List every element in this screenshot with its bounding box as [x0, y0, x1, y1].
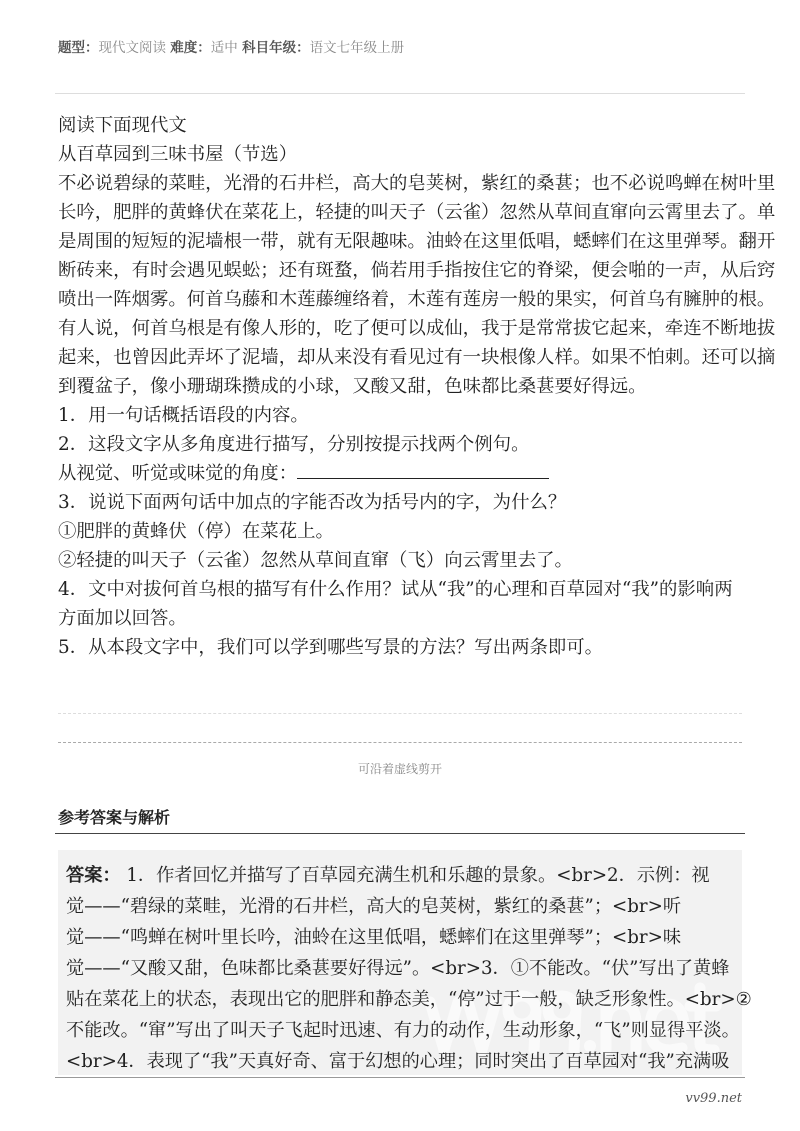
type-label: 题型：: [58, 40, 99, 56]
grade-value: 语文七年级上册: [309, 40, 405, 56]
answer-line: 觉——“又酸又甜，色味都比桑葚要好得远”。<br>3．①不能改。“伏”写出了黄蜂: [66, 958, 730, 979]
question-1: 1．用一句话概括语段的内容。: [58, 405, 309, 426]
cut-hint: 可沿着虚线剪开: [357, 762, 442, 776]
answer-heading: 参考答案与解析: [58, 808, 171, 827]
grade-label: 科目年级：: [242, 40, 310, 56]
passage-line: 不必说碧绿的菜畦，光滑的石井栏，高大的皂荚树，紫红的桑葚；也不必说鸣蝉在树叶里: [58, 173, 776, 194]
passage-line: 有人说，何首乌根是有像人形的，吃了便可以成仙，我于是常常拔它起来，牵连不断地拔: [58, 318, 776, 339]
question-2: 2．这段文字从多角度进行描写，分别按提示找两个例句。: [58, 434, 530, 455]
answer-text: [66, 860, 752, 1077]
question-5: 5．从本段文字中，我们可以学到哪些写景的方法？写出两条即可。: [58, 637, 604, 658]
passage-line: 断砖来，有时会遇见蜈蚣；还有斑蝥，倘若用手指按住它的脊梁，便会啪的一声，从后窍: [58, 260, 776, 281]
passage-line: 起来，也曾因此弄坏了泥墙，却从来没有看见过有一块根像人样。如果不怕刺。还可以摘: [58, 347, 776, 368]
cut-line: [58, 742, 742, 743]
passage-line: 喷出一阵烟雾。何首乌藤和木莲藤缠络着，木莲有莲房一般的果实，何首乌有臃肿的根。: [58, 289, 776, 310]
footer-divider: [55, 1077, 745, 1078]
answer-label: 答案：: [66, 865, 121, 886]
question-body: [58, 111, 776, 662]
passage-title: 从百草园到三味书屋（节选）: [58, 144, 298, 165]
difficulty-value: 适中: [210, 40, 238, 56]
question-3-a: ①肥胖的黄蜂伏（停）在菜花上。: [58, 521, 334, 542]
answer-line: 1．作者回忆并描写了百草园充满生机和乐趣的景象。<br>2．示例：视: [120, 865, 710, 886]
difficulty-label: 难度：: [170, 40, 211, 56]
passage-intro: 阅读下面现代文: [58, 115, 187, 136]
answer-line: 觉——“鸣蝉在树叶里长吟，油蛉在这里低唱，蟋蟀们在这里弹琴”；<br>味: [66, 927, 682, 948]
question-3-b: ②轻捷的叫天子（云雀）忽然从草间直窜（飞）向云霄里去了。: [58, 550, 573, 571]
question-2-prompt: 从视觉、听觉或味觉的角度：: [58, 463, 298, 484]
passage-line: 是周围的短短的泥墙根一带，就有无限趣味。油蛉在这里低唱，蟋蟀们在这里弹琴。翻开: [58, 231, 776, 252]
passage-line: 到覆盆子，像小珊瑚珠攒成的小球，又酸又甜，色味都比桑葚要好得远。: [58, 376, 647, 397]
answer-box: [58, 850, 752, 1075]
question-meta: [58, 36, 404, 56]
question-3: 3．说说下面两句话中加点的字能否改为括号内的字，为什么？: [58, 492, 567, 513]
cut-line-light: [58, 713, 742, 714]
answer-line: 不能改。“窜”写出了叫天子飞起时迅速、有力的动作，生动形象，“飞”则显得平淡。: [66, 1020, 740, 1041]
question-4-cont: 方面加以回答。: [58, 608, 187, 629]
answer-line: <br>4．表现了“我”天真好奇、富于幻想的心理；同时突出了百草园对“我”充满吸: [66, 1051, 730, 1072]
answer-line: 觉——“碧绿的菜畦，光滑的石井栏，高大的皂荚树，紫红的桑葚”；<br>听: [66, 896, 682, 917]
question-4: 4．文中对拔何首乌根的描写有什么作用？试从“我”的心理和百草园对“我”的影响两: [58, 579, 733, 600]
passage-line: 长吟，肥胖的黄蜂伏在菜花上，轻捷的叫天子（云雀）忽然从草间直窜向云霄里去了。单: [58, 202, 776, 223]
answer-line: 贴在菜花上的状态，表现出它的肥胖和静态美，“停”过于一般，缺乏形象性。<br>②: [66, 989, 752, 1010]
answer-blank: [297, 460, 549, 479]
type-value: 现代文阅读: [98, 40, 166, 56]
header-divider: [55, 93, 745, 94]
question-2-prompt-row: [58, 459, 758, 488]
footer-site: vv99.net: [685, 1091, 742, 1106]
answer-divider: [55, 833, 745, 834]
